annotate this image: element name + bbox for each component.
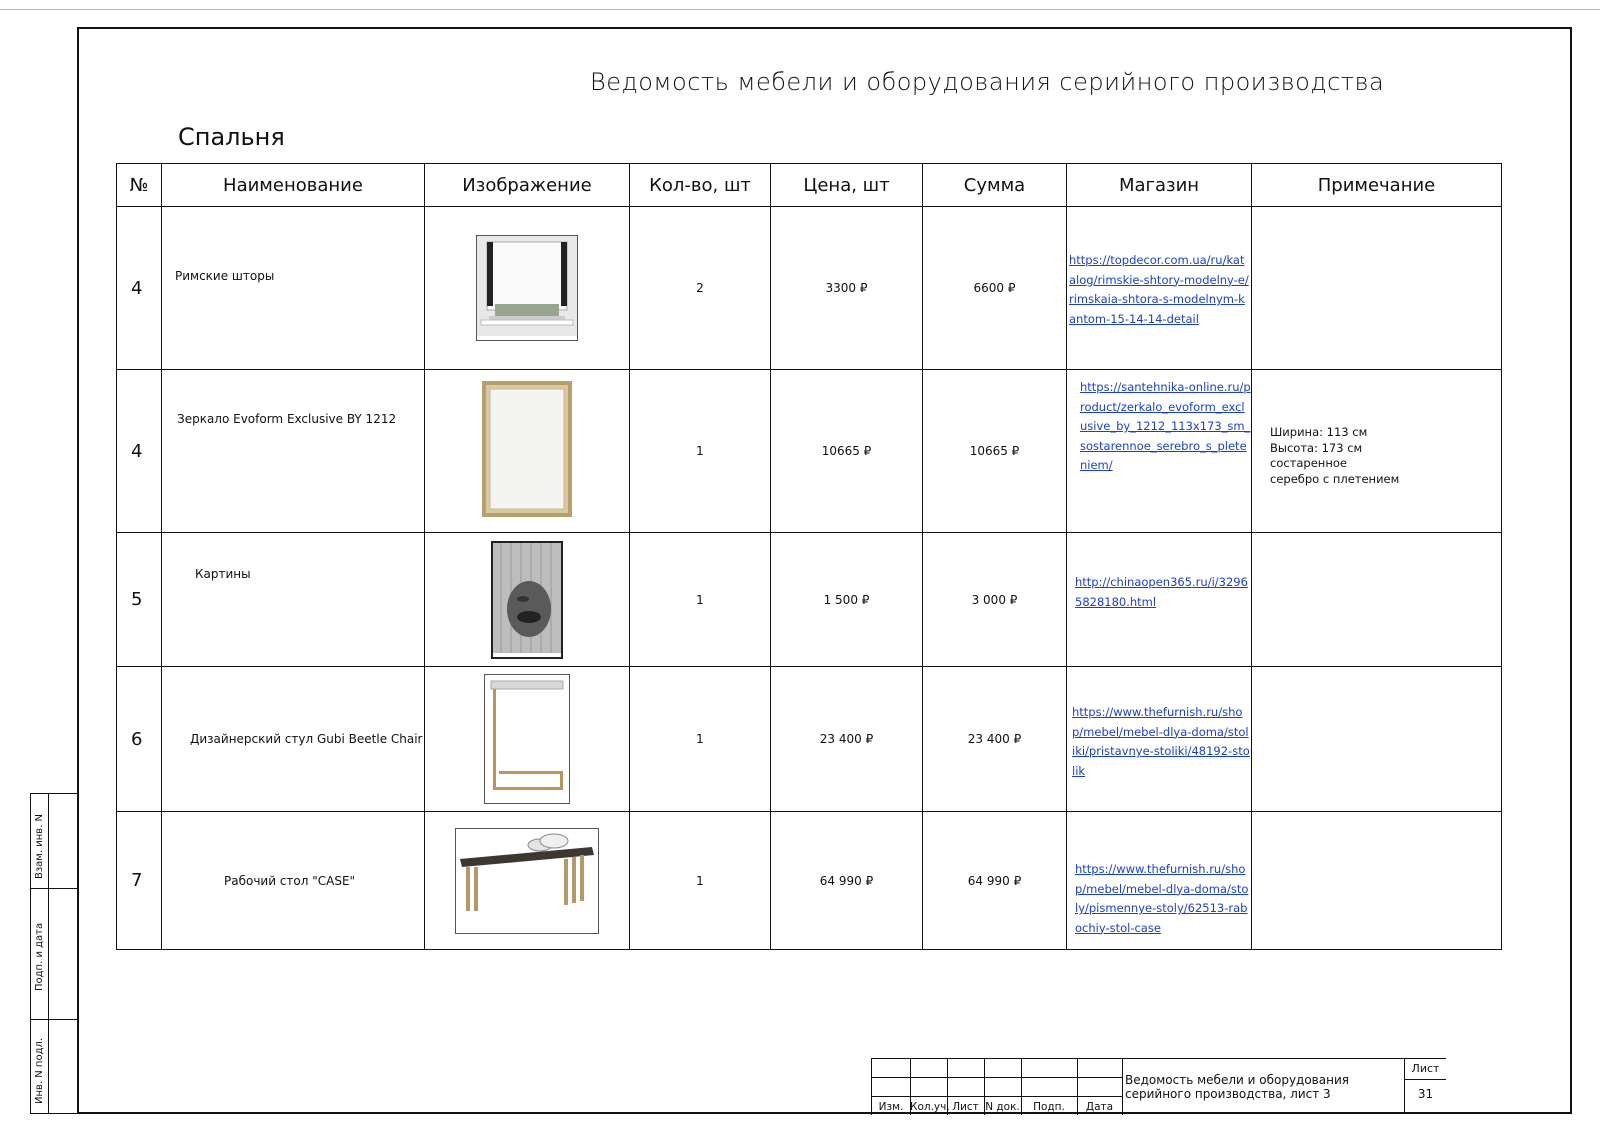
store-link[interactable]: https://santehnika-online.ru/product/zerkalo_evoform_exclusive_by_1212_113x173_sm_sostarennoe_serebro_s_pleteniem/ xyxy=(1080,380,1251,472)
stamp-sheet-box xyxy=(1405,1058,1446,1115)
table-header-row xyxy=(117,164,1502,207)
item-note xyxy=(1252,207,1502,370)
item-price: 10665 ₽ xyxy=(771,370,923,533)
item-price: 1 500 ₽ xyxy=(771,533,923,667)
stamp-col-sign: Подп. xyxy=(1033,1101,1065,1113)
item-qty: 1 xyxy=(630,667,771,812)
store-cell xyxy=(1067,533,1252,667)
row-number: 5 xyxy=(117,533,162,667)
row-number: 6 xyxy=(117,667,162,812)
page-title: Ведомость мебели и оборудования серийного производства xyxy=(590,68,1385,96)
row-number: 7 xyxy=(117,812,162,950)
item-qty: 2 xyxy=(630,207,771,370)
title-block xyxy=(871,1058,1572,1114)
item-note xyxy=(1252,812,1502,950)
table-row xyxy=(117,667,1502,812)
item-image-cell xyxy=(425,667,630,812)
item-image-cell xyxy=(425,370,630,533)
store-cell xyxy=(1067,667,1252,812)
item-name: Рабочий стол "CASE" xyxy=(162,812,425,950)
stamp-sheet-number: 31 xyxy=(1417,1087,1434,1101)
room-title: Спальня xyxy=(178,123,285,151)
item-sum: 3 000 ₽ xyxy=(923,533,1067,667)
stamp-col-date: Дата xyxy=(1085,1101,1114,1113)
item-price: 3300 ₽ xyxy=(771,207,923,370)
store-link[interactable]: https://topdecor.com.ua/ru/katalog/rimskie-shtory-modelny-e/rimskaia-shtora-s-modelnym-kantom-15-14-14-detail xyxy=(1069,253,1249,326)
col-header-qty: Кол-во, шт xyxy=(630,164,771,207)
side-label-inventory: Инв. N подл. xyxy=(34,1037,45,1104)
item-sum: 23 400 ₽ xyxy=(923,667,1067,812)
item-image-cell xyxy=(425,207,630,370)
item-note xyxy=(1252,533,1502,667)
specification-table xyxy=(116,163,1502,950)
side-label-sign-date: Подп. и дата xyxy=(34,922,45,991)
store-cell xyxy=(1067,207,1252,370)
item-note: Ширина: 113 см Высота: 173 см состаренное серебро с плетением xyxy=(1252,370,1502,533)
item-note xyxy=(1252,667,1502,812)
col-header-price: Цена, шт xyxy=(771,164,923,207)
item-qty: 1 xyxy=(630,370,771,533)
item-price: 64 990 ₽ xyxy=(771,812,923,950)
store-cell xyxy=(1067,370,1252,533)
desk-image xyxy=(455,828,599,934)
row-number: 4 xyxy=(117,370,162,533)
table-row xyxy=(117,812,1502,950)
stamp-col-sheet: Лист xyxy=(952,1101,979,1113)
item-name: Дизайнерский стул Gubi Beetle Chair xyxy=(162,667,425,812)
col-header-sum: Сумма xyxy=(923,164,1067,207)
stamp-sheet-label: Лист xyxy=(1405,1062,1446,1080)
col-header-note: Примечание xyxy=(1252,164,1502,207)
store-cell xyxy=(1067,812,1252,950)
stamp-col-doc: N док. xyxy=(985,1101,1020,1113)
col-header-number: № xyxy=(117,164,162,207)
store-link[interactable]: https://www.thefurnish.ru/shop/mebel/mebel-dlya-doma/stoly/pismennye-stoly/62513-rabochiy-stol-case xyxy=(1075,862,1249,935)
col-header-image: Изображение xyxy=(425,164,630,207)
stamp-col-change: Изм. xyxy=(878,1101,904,1113)
item-qty: 1 xyxy=(630,812,771,950)
item-sum: 6600 ₽ xyxy=(923,207,1067,370)
item-price: 23 400 ₽ xyxy=(771,667,923,812)
row-number: 4 xyxy=(117,207,162,370)
table-row xyxy=(117,207,1502,370)
painting-image xyxy=(491,541,563,659)
item-image-cell xyxy=(425,533,630,667)
side-label-replace: Взам. инв. N xyxy=(34,814,45,879)
item-qty: 1 xyxy=(630,533,771,667)
stamp-col-count: Кол.уч. xyxy=(910,1101,950,1113)
item-sum: 64 990 ₽ xyxy=(923,812,1067,950)
item-sum: 10665 ₽ xyxy=(923,370,1067,533)
col-header-store: Магазин xyxy=(1067,164,1252,207)
side-table-image xyxy=(484,674,570,804)
store-link[interactable]: http://chinaopen365.ru/i/32965828180.html xyxy=(1075,575,1248,609)
stamp-title: Ведомость мебели и оборудования серийного производства, лист 3 xyxy=(1121,1058,1405,1114)
table-row xyxy=(117,533,1502,667)
item-name: Зеркало Evoform Exclusive BY 1212 xyxy=(162,370,425,533)
store-link[interactable]: https://www.thefurnish.ru/shop/mebel/mebel-dlya-doma/stoliki/pristavnye-stoliki/48192-stolik xyxy=(1072,705,1250,778)
table-row xyxy=(117,370,1502,533)
item-name: Римские шторы xyxy=(162,207,425,370)
mirror-image xyxy=(482,381,572,521)
roman-blind-image xyxy=(476,235,578,341)
side-stamp xyxy=(30,793,77,1114)
col-header-name: Наименование xyxy=(162,164,425,207)
item-name: Картины xyxy=(162,533,425,667)
item-image-cell xyxy=(425,812,630,950)
